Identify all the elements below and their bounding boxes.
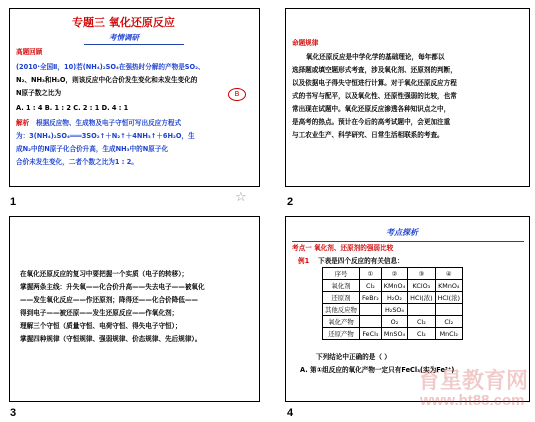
table-cell: O₂: [381, 316, 407, 328]
table-cell: 氧化剂: [323, 280, 360, 292]
table-cell: FeCl₃: [359, 328, 381, 340]
body-line-7: 与工农业生产、科学研究、日常生活相联系的考查。: [292, 131, 444, 139]
table-row: [323, 280, 463, 292]
header-cell: ②: [381, 268, 407, 280]
slide-title: 考点探析: [386, 228, 418, 237]
watermark-url: www.ht88.com: [420, 392, 525, 409]
subtitle-divider: [84, 44, 184, 45]
table-row: [323, 328, 463, 340]
header-cell: 序号: [323, 268, 360, 280]
table-row: [323, 304, 463, 316]
table-cell: FeBr₂: [359, 292, 381, 304]
table-cell: [359, 316, 381, 328]
table-cell: Cl₂: [359, 280, 381, 292]
body-line-1: 在氧化还原反应的复习中要把握一个实质（电子的转移）；: [20, 270, 189, 278]
table-cell: HCl(浓): [435, 292, 462, 304]
body-line-5: 常出现在试题中。氧化还原反应渗透各种知识点之中，: [292, 105, 451, 113]
table-cell: HCl(浓): [408, 292, 435, 304]
table-row: [323, 316, 463, 328]
body-line-2: 选择题或填空题形式考查，涉及氧化剂、还原剂的判断，: [292, 66, 457, 74]
option-a: A. 第①组反应的氧化产物一定只有FeCl₃(实为Fe³⁺): [300, 366, 455, 374]
analysis-line-1: 根据反应物、生成物及电子守恒可写出反应方程式: [36, 119, 182, 127]
table-cell: KMnO₄: [381, 280, 407, 292]
slide-subtitle: 考情调研: [109, 33, 139, 42]
question-line-1: (2010·全国Ⅱ，10)若(NH₄)₂SO₄在强热时分解的产物是SO₂、: [16, 63, 205, 71]
body-line-5: 理解三个守恒（质量守恒、电荷守恒、得失电子守恒）；: [20, 322, 182, 330]
star-icon[interactable]: ☆: [235, 190, 247, 205]
table-cell: Cl₂: [408, 316, 435, 328]
example-text: 下表是四个反应的有关信息：: [318, 257, 404, 265]
table-cell: [359, 304, 381, 316]
body-line-3: ——发生氧化反应——作还原剂；降得还——化合价降低——: [20, 296, 199, 304]
table-cell: MnCl₂: [435, 328, 462, 340]
table-cell: KMnO₄: [435, 280, 462, 292]
body-line-4: 式的书写与配平，以及氧化性、还原性强弱的比较，也常: [292, 92, 457, 100]
table-cell: 还原产物: [323, 328, 360, 340]
slide-number-2: 2: [287, 196, 294, 208]
slide-1[interactable]: [9, 8, 260, 187]
header-cell: ①: [359, 268, 381, 280]
table-cell: KClO₃: [408, 280, 435, 292]
analysis-label: 解析: [16, 119, 30, 127]
table-cell: MnSO₄: [381, 328, 407, 340]
table-row: [323, 292, 463, 304]
question-line-2: N₂、NH₃和H₂O，则该反应中化合价发生变化和未发生变化的: [16, 76, 198, 84]
watermark-text: 育星教育网: [418, 368, 529, 394]
body-line-6: 是高考的热点。预计在今后的高考试题中，会更加注重: [292, 118, 451, 126]
analysis-line-3: 成N₂中的N原子化合价升高，生成NH₃中的N原子化: [16, 145, 169, 153]
body-line-1: 氧化还原反应是中学化学的基础理论，每年都以: [306, 53, 445, 61]
reaction-table: [322, 267, 463, 340]
slide-2[interactable]: [285, 8, 530, 187]
question-line-3: N原子数之比为: [16, 89, 62, 97]
slide-number-1: 1: [10, 196, 17, 208]
answer-options: A. 1 : 4 B. 1 : 2 C. 2 : 1 D. 4 : 1: [16, 104, 129, 112]
slide-3[interactable]: [9, 216, 260, 402]
slide-title: 专题三 氧化还原反应: [72, 16, 175, 29]
section-label: 高题回顾: [16, 48, 43, 56]
slide-number-4: 4: [287, 407, 294, 419]
question-text: 下列结论中正确的是（ ）: [316, 353, 391, 361]
table-cell: H₂O₂: [381, 292, 407, 304]
table-cell: H₂SO₄: [381, 304, 407, 316]
body-line-6: 掌握四种规律（守恒规律、强弱规律、价态规律、先后规律）。: [20, 335, 202, 343]
body-line-2: 掌握两条主线：升失氧——化合价升高——失去电子——被氧化: [20, 283, 205, 291]
table-cell: [408, 304, 435, 316]
section-label: 命题规律: [292, 39, 319, 47]
analysis-line-4: 合价未发生变化，二者个数之比为1 : 2。: [16, 158, 138, 166]
body-line-3: 以及依据电子得失守恒进行计算。对于氧化还原反应方程: [292, 79, 457, 87]
title-divider: [292, 241, 524, 242]
topic-label: 考点一 氧化剂、还原剂的强弱比较: [292, 244, 394, 252]
table-cell: 其他反应物: [323, 304, 360, 316]
header-cell: ④: [435, 268, 462, 280]
table-cell: 还原剂: [323, 292, 360, 304]
table-cell: Cl₂: [435, 316, 462, 328]
slide-number-3: 3: [10, 407, 17, 419]
body-line-4: 得到电子——被还原——发生还原反应——作氧化剂；: [20, 309, 179, 317]
header-cell: ③: [408, 268, 435, 280]
table-cell: 氧化产物: [323, 316, 360, 328]
table-cell: [435, 304, 462, 316]
table-cell: Cl₂: [408, 328, 435, 340]
answer-mark: B: [228, 88, 246, 101]
analysis-line-2: 为：3(NH₄)₂SO₄═══3SO₂↑＋N₂↑＋4NH₃↑＋6H₂O，生: [16, 132, 195, 140]
example-label: 例1: [298, 257, 310, 265]
table-header-row: [323, 268, 463, 280]
